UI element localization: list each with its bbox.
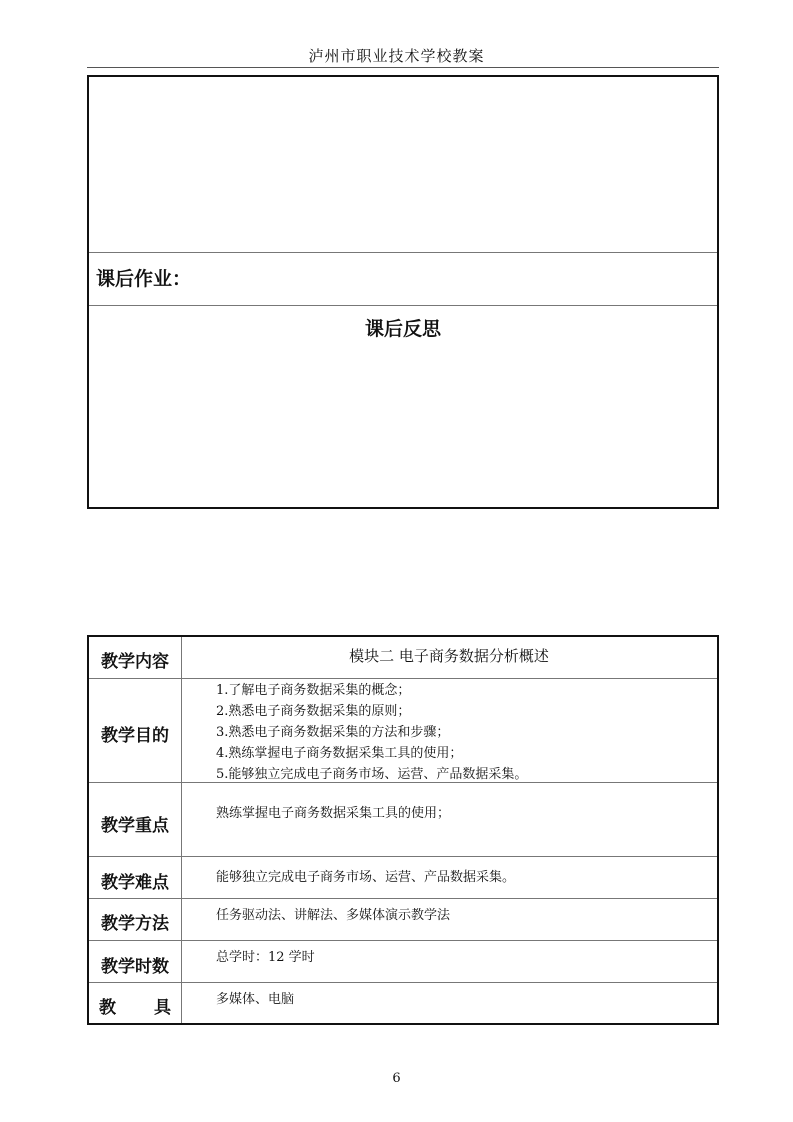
objective-item: 4.熟练掌握电子商务数据采集工具的使用； (216, 746, 463, 761)
objective-item: 3.熟悉电子商务数据采集的方法和步骤； (216, 725, 450, 740)
table-row-methods (89, 898, 717, 941)
reflection-row (89, 304, 717, 507)
table-row-objectives (89, 678, 717, 783)
page-number: 6 (392, 1071, 401, 1086)
objective-item: 5.能够独立完成电子商务市场、运营、产品数据采集。 (216, 767, 528, 782)
hours-label: 教学时数 (101, 957, 169, 977)
hours-value: 总学时：12 学时 (216, 950, 315, 965)
difficulties-value: 能够独立完成电子商务市场、运营、产品数据采集。 (216, 870, 516, 885)
page-header-title: 泸州市职业技术学校教案 (308, 47, 485, 65)
table-row-content (89, 637, 717, 678)
objectives-label: 教学目的 (101, 726, 169, 746)
table-row-hours (89, 940, 717, 983)
content-label: 教学内容 (101, 652, 169, 672)
previous-lesson-table (87, 75, 719, 509)
blank-content-area (89, 77, 717, 252)
methods-label: 教学方法 (101, 914, 169, 934)
header-divider (87, 67, 719, 68)
key-points-label: 教学重点 (101, 816, 169, 836)
key-points-value: 熟练掌握电子商务数据采集工具的使用； (216, 806, 451, 821)
objective-item: 2.熟悉电子商务数据采集的原则； (216, 704, 411, 719)
methods-value: 任务驱动法、讲解法、多媒体演示教学法 (216, 908, 451, 923)
tools-label-char: 教 (99, 998, 116, 1018)
objectives-list (216, 680, 707, 785)
objective-item: 1.了解电子商务数据采集的概念； (216, 683, 411, 698)
homework-row (89, 252, 717, 306)
tools-label (89, 993, 181, 1018)
table-row-tools (89, 982, 717, 1024)
table-row-difficulties (89, 856, 717, 899)
table-row-key-points (89, 782, 717, 857)
tools-value: 多媒体、电脑 (216, 992, 295, 1007)
difficulties-label: 教学难点 (101, 873, 169, 893)
homework-label: 课后作业： (96, 268, 192, 290)
reflection-title: 课后反思 (364, 318, 441, 340)
tools-label-char: 具 (154, 998, 171, 1018)
lesson-info-table (87, 635, 719, 1025)
content-value: 模块二 电子商务数据分析概述 (349, 647, 549, 665)
